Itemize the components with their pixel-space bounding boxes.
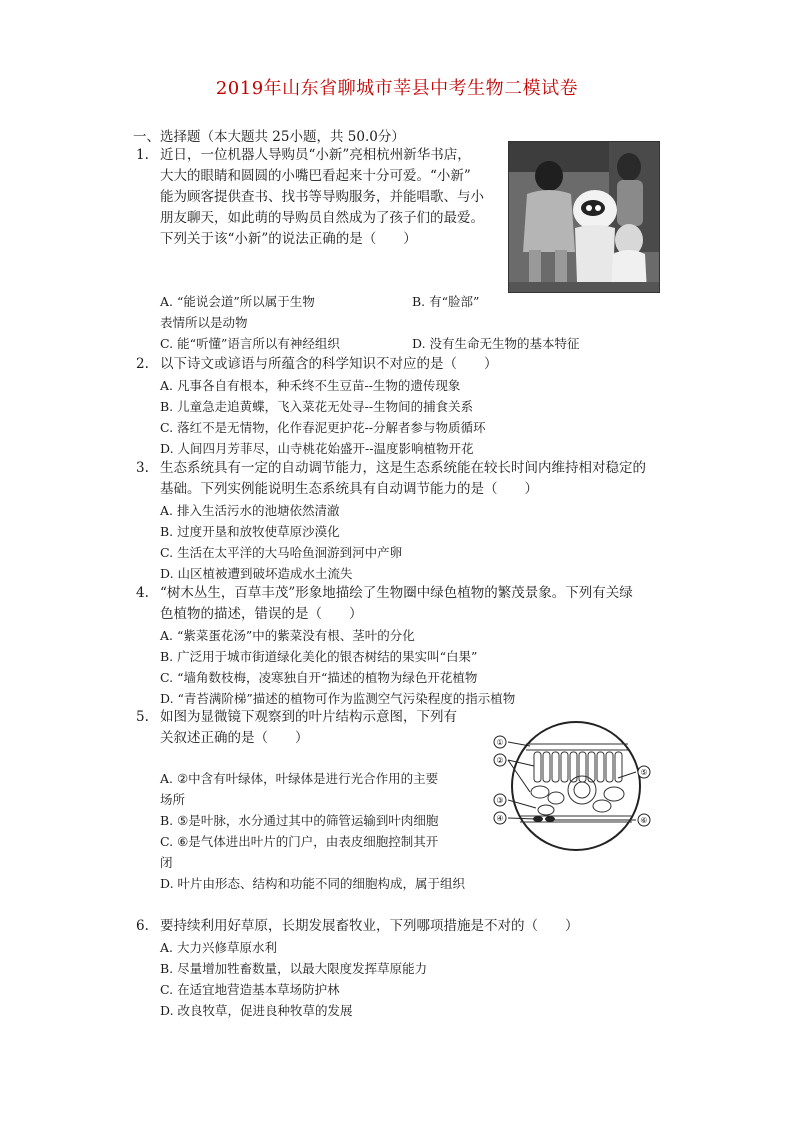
option-d: D. 没有生命无生物的基本特征 [412, 336, 580, 351]
question-number: 1. [136, 147, 149, 163]
option-a: A. 排入生活污水的池塘依然清澈 [160, 503, 340, 518]
question-stem: 要持续利用好草原，长期发展畜牧业，下列哪项措施是不对的（ ） [160, 918, 579, 934]
option-b: B. 过度开垦和放牧使草原沙漠化 [160, 524, 340, 539]
option-c: C. 在适宜地营造基本草场防护林 [160, 982, 340, 997]
question-stem: 下列关于该“小新”的说法正确的是（ ） [160, 231, 417, 247]
question-stem: 以下诗文或谚语与所蕴含的科学知识不对应的是（ ） [160, 356, 498, 372]
option-b: B. 儿童急走追黄蝶，飞入菜花无处寻--生物间的捕食关系 [160, 399, 474, 414]
question-stem: 能为顾客提供查书、找书等导购服务，并能唱歌、与小 [160, 189, 484, 205]
question-5 [136, 707, 490, 749]
option-a: A. 大力兴修草原水利 [160, 940, 277, 955]
option-d: D. 人间四月芳菲尽，山寺桃花始盛开--温度影响植物开花 [160, 441, 474, 456]
question-number: 4. [136, 585, 149, 601]
section-heading: 一、选择题（本大题共 25小题，共 50.0分） [133, 129, 405, 145]
question-stem: 如图为显微镜下观察到的叶片结构示意图，下列有 [160, 709, 457, 725]
question-stem: “树木丛生，百草丰茂”形象地描绘了生物圈中绿色植物的繁茂景象。下列有关绿 [160, 585, 633, 601]
option-d: D. 改良牧草，促进良种牧草的发展 [160, 1003, 353, 1018]
figure-label-5: ⑤ [640, 768, 648, 777]
option-d: D. “青苔满阶梯”描述的植物可作为监测空气污染程度的指示植物 [160, 691, 516, 706]
figure-label-6: ⑥ [640, 816, 648, 825]
robot-photo [508, 141, 660, 293]
page-title: 2019年山东省聊城市莘县中考生物二模试卷 [215, 78, 579, 99]
question-2 [136, 354, 660, 459]
option-b: B. 广泛用于城市街道绿化美化的银杏树结的果实叫“白果” [160, 649, 478, 664]
option-b: B. 有“脸部” [412, 294, 480, 309]
question-number: 6. [136, 918, 149, 934]
question-number: 3. [136, 460, 149, 476]
question-stem: 基础。下列实例能说明生态系统具有自动调节能力的是（ ） [160, 481, 538, 497]
question-6 [136, 916, 680, 1021]
question-number: 5. [136, 709, 149, 725]
question-stem: 关叙述正确的是（ ） [160, 730, 309, 746]
option-a: A. “能说会道”所以属于生物 [160, 294, 315, 309]
question-stem: 大大的眼睛和圆圆的小嘴巴看起来十分可爱。“小新” [160, 168, 471, 184]
option-continuation: 闭 [160, 855, 173, 870]
option-b: B. 尽量增加牲畜数量，以最大限度发挥草原能力 [160, 961, 428, 976]
option-b: B. ⑤是叶脉，水分通过其中的筛管运输到叶肉细胞 [160, 813, 439, 828]
figure-label-4: ④ [496, 814, 504, 823]
question-4 [136, 583, 680, 709]
figure-label-3: ③ [496, 796, 504, 805]
option-c: C. ⑥是气体进出叶片的门户，由表皮细胞控制其开 [160, 834, 439, 849]
question-5-options [160, 768, 505, 894]
option-c: C. 能“听懂”语言所以有神经组织 [160, 336, 340, 351]
question-number: 2. [136, 356, 149, 372]
figure-label-1: ① [496, 738, 504, 747]
option-continuation: 场所 [160, 792, 186, 807]
option-a: A. 凡事各自有根本，种禾终不生豆苗--生物的遗传现象 [160, 378, 461, 393]
figure-label-2: ② [496, 756, 504, 765]
question-stem: 色植物的描述，错误的是（ ） [160, 606, 363, 622]
option-d: D. 叶片由形态、结构和功能不同的细胞构成，属于组织 [160, 876, 466, 891]
option-continuation: 表情所以是动物 [160, 315, 248, 330]
question-1 [136, 145, 505, 250]
question-stem: 近日，一位机器人导购员“小新”亮相杭州新华书店， [160, 147, 471, 163]
leaf-structure-diagram [490, 718, 658, 856]
option-c: C. 落红不是无情物，化作春泥更护花--分解者参与物质循环 [160, 420, 486, 435]
option-c: C. “墙角数枝梅，凌寒独自开“描述的植物为绿色开花植物 [160, 670, 478, 685]
option-a: A. ②中含有叶绿体，叶绿体是进行光合作用的主要 [160, 771, 439, 786]
question-stem: 朋友聊天，如此萌的导购员自然成为了孩子们的最爱。 [160, 210, 484, 226]
question-stem: 生态系统具有一定的自动调节能力，这是生态系统能在较长时间内维持相对稳定的 [160, 460, 646, 476]
option-a: A. “紫菜蛋花汤”中的紫菜没有根、茎叶的分化 [160, 628, 415, 643]
question-3 [136, 458, 680, 584]
option-c: C. 生活在太平洋的大马哈鱼洄游到河中产卵 [160, 545, 403, 560]
option-d: D. 山区植被遭到破坏造成水土流失 [160, 566, 353, 581]
